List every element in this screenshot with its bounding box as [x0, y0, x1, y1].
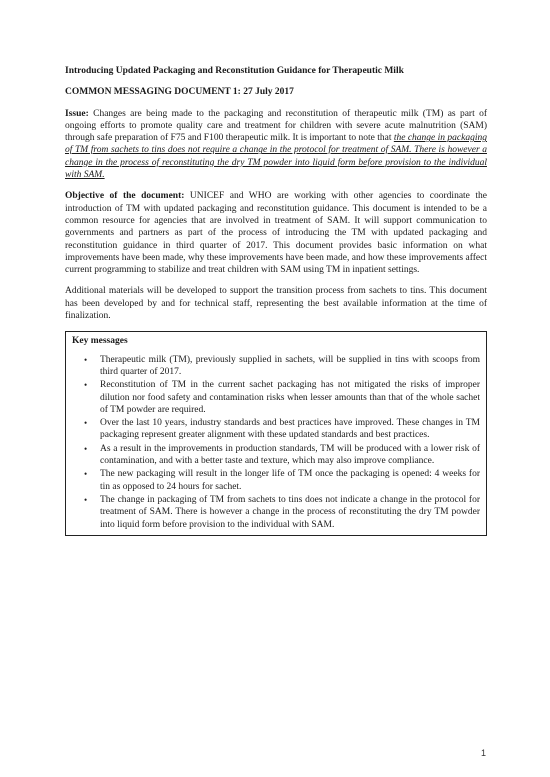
bullet-icon: • — [84, 494, 88, 505]
bullet-icon: • — [84, 418, 88, 429]
key-message-text: The new packaging will result in the longer life of TM once the packaging is opened: 4 weeks for tin as opposed to 24 hours for sachet. — [100, 469, 480, 492]
document-title: Introducing Updated Packaging and Reconstitution Guidance for Therapeutic Milk — [65, 66, 404, 76]
page-number: 1 — [481, 748, 487, 758]
key-messages-box — [65, 331, 487, 535]
key-messages-title: Key messages — [72, 336, 128, 347]
bullet-icon: • — [84, 354, 88, 365]
document-subtitle: COMMON MESSAGING DOCUMENT 1: 27 July 2017 — [65, 87, 294, 98]
objective-text: UNICEF and WHO are working with other agencies to coordinate the introduction of TM with updated packaging and reconstitution guidance. This document is intended to be a common resource for agencies that are involved in treatment of SAM. It will support communication to governments and partners as part of the process of introducing the TM with updated packaging and reconstitution guidance in third quarter of 2017. This document provides basic information on what improvements have been made, why these improvements have been made, and how these improvements affect current programming to stabilize and treat children with SAM using TM in inpatient settings. — [65, 191, 488, 276]
key-message-text: Therapeutic milk (TM), previously supplied in sachets, will be supplied in tins with scoops from third quarter of 2017. — [100, 354, 480, 377]
bullet-icon: • — [84, 469, 88, 480]
list-item — [84, 468, 480, 493]
key-message-text: Reconstitution of TM in the current sachet packaging has not mitigated the risks of improper dilution nor food safety and contamination risks when lesser amounts than that of the whole sachet of TM powder are required. — [100, 380, 480, 415]
key-message-text: Over the last 10 years, industry standards and best practices have improved. These changes in TM packaging represent greater alignment with these updated standards and best practices. — [100, 418, 480, 441]
list-item — [84, 443, 480, 468]
key-message-text: As a result in the improvements in production standards, TM will be produced with a lower risk of contamination, and with a better taste and texture, which may also improve compliance. — [100, 443, 480, 467]
bullet-icon: • — [84, 443, 88, 454]
list-item — [84, 494, 480, 531]
additional-paragraph: Additional materials will be developed to support the transition process from sachets to tins. This document has been developed by and for technical staff, representing the best available information at the time of finalization. — [65, 286, 487, 322]
key-messages-list — [72, 354, 480, 531]
issue-paragraph — [65, 108, 487, 182]
issue-underlined-text: the change in packaging of TM from sachets to tins does not require a change in the protocol for treatment of SAM. There is however a change in the process of reconstituting the dry TM powder into liquid form before provision to the individual with SAM. — [65, 133, 487, 181]
issue-text: Changes are being made to the packaging and reconstitution of therapeutic milk (TM) as part of ongoing efforts to promote quality care and treatment for children with severe acute malnutrition (SAM) through safe preparation of F75 and F100 therapeutic milk. It is important to note that — [65, 108, 487, 144]
key-message-text: The change in packaging of TM from sachets to tins does not indicate a change in the protocol for treatment of SAM. There is however a change in the process of reconstituting the dry TM powder into liquid form before provision to the individual with SAM. — [100, 494, 480, 530]
list-item — [84, 379, 480, 416]
list-item — [84, 417, 480, 442]
document-body — [65, 65, 487, 536]
issue-label: Issue: — [65, 108, 89, 119]
objective-label: Objective of the document: — [65, 191, 185, 202]
objective-paragraph — [65, 190, 487, 276]
bullet-icon: • — [84, 380, 88, 391]
list-item — [84, 354, 480, 379]
